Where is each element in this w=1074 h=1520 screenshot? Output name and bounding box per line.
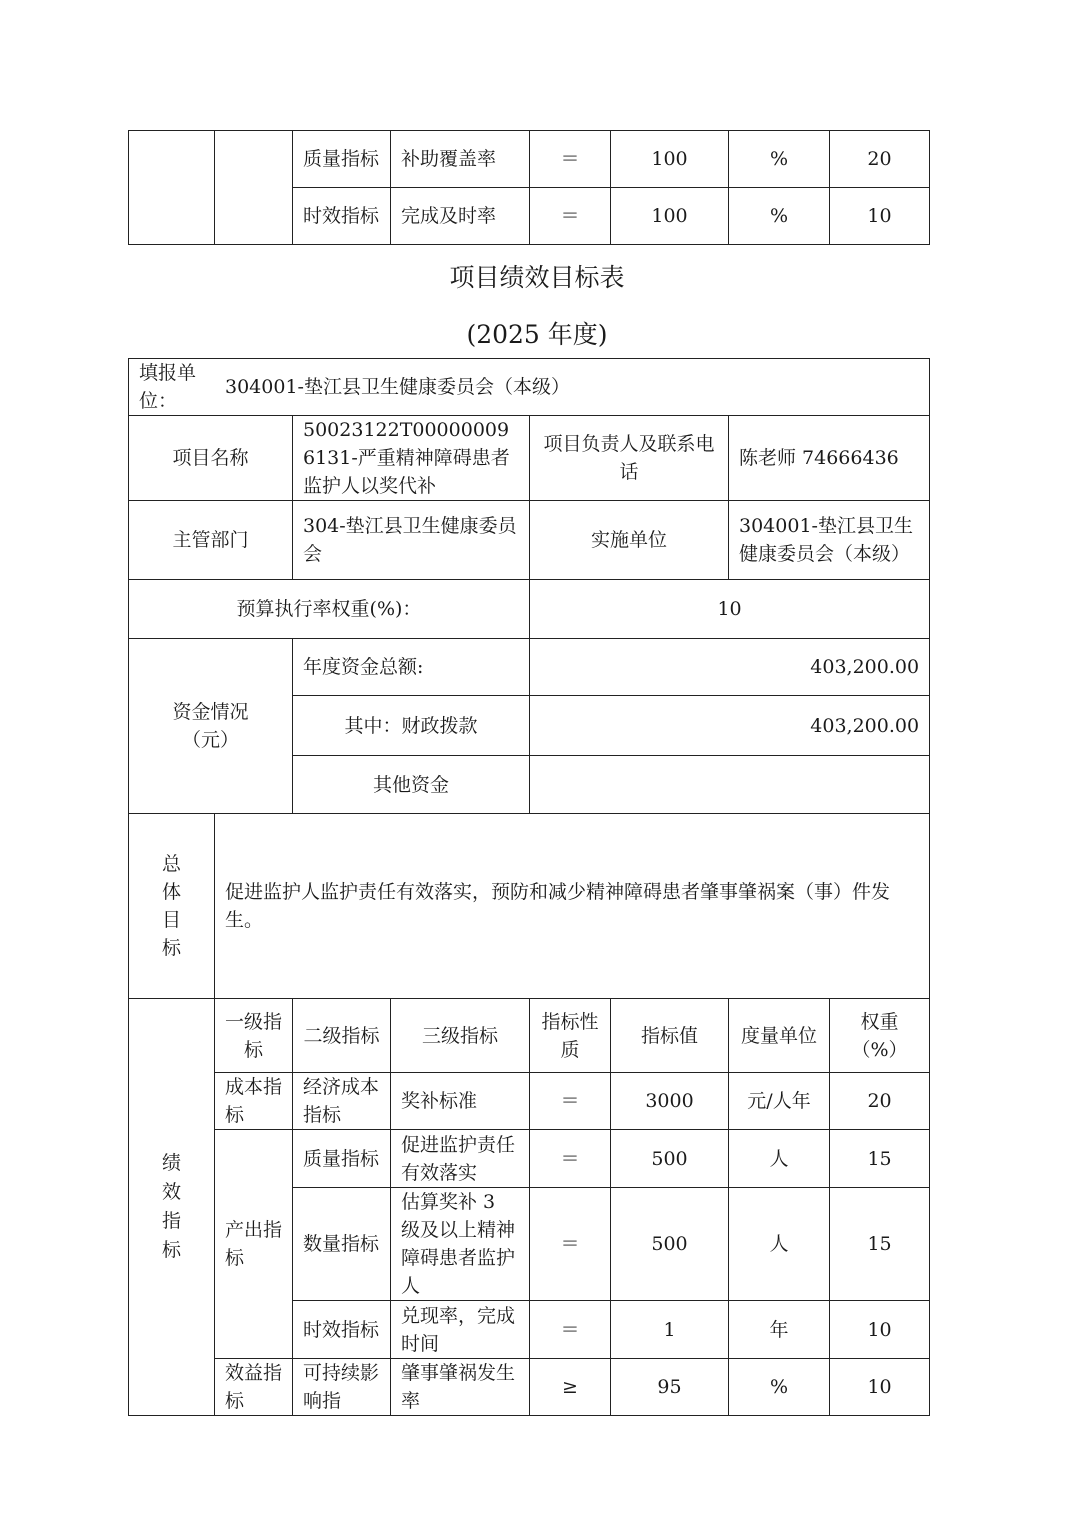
l3-cell: 奖补标准: [391, 1073, 530, 1130]
l1-cell: 效益指标: [215, 1359, 293, 1416]
dept-label: 主管部门: [129, 501, 293, 580]
fund-other-label: 其他资金: [293, 756, 530, 814]
fund-fiscal-value: 403,200.00: [530, 696, 930, 756]
header-nature: 指标性质: [530, 999, 611, 1073]
table-row: [129, 416, 930, 501]
table-row: [129, 131, 930, 188]
header-unit: 度量单位: [729, 999, 830, 1073]
header-l1: 一级指标: [215, 999, 293, 1073]
value-cell: 3000: [611, 1073, 729, 1130]
report-unit-value: 304001-垫江县卫生健康委员会（本级）: [225, 376, 570, 398]
weight-cell: 20: [830, 1073, 930, 1130]
table-row: [129, 501, 930, 580]
value-cell: 500: [611, 1130, 729, 1188]
weight-cell: 10: [830, 188, 930, 245]
overall-goal-label-text: 总体目标: [161, 853, 181, 959]
l2-cell: 经济成本指标: [293, 1073, 391, 1130]
fund-label: [129, 639, 293, 814]
l3-cell: 补助覆盖率: [391, 131, 530, 188]
empty-cell: [129, 131, 215, 245]
unit-cell: %: [729, 131, 830, 188]
table-row: [129, 1359, 930, 1416]
weight-cell: 15: [830, 1188, 930, 1301]
overall-goal-value: 促进监护人监护责任有效落实，预防和减少精神障碍患者肇事肇祸案（事）件发生。: [215, 814, 930, 999]
l1-cell: 产出指标: [215, 1130, 293, 1359]
l3-cell: 估算奖补 3 级及以上精神障碍患者监护人: [391, 1188, 530, 1301]
unit-cell: 元/人年: [729, 1073, 830, 1130]
fund-other-value: [530, 756, 930, 814]
overall-goal-label: [129, 814, 215, 999]
value-cell: 1: [611, 1301, 729, 1359]
nature-cell: ＝: [530, 1130, 611, 1188]
weight-cell: 10: [830, 1301, 930, 1359]
nature-cell: ＝: [530, 188, 611, 245]
value-cell: 500: [611, 1188, 729, 1301]
l2-cell: 质量指标: [293, 131, 391, 188]
l3-cell: 兑现率，完成时间: [391, 1301, 530, 1359]
unit-cell: 年: [729, 1301, 830, 1359]
table-row: [129, 814, 930, 999]
dept-value: 304-垫江县卫生健康委员会: [293, 501, 530, 580]
report-unit-cell: [129, 359, 930, 416]
nature-cell: ≥: [530, 1359, 611, 1416]
weight-cell: 15: [830, 1130, 930, 1188]
kpi-side-label: [129, 999, 215, 1416]
table-row: [129, 359, 930, 416]
weight-cell: 10: [830, 1359, 930, 1416]
l3-cell: 促进监护责任有效落实: [391, 1130, 530, 1188]
nature-cell: ＝: [530, 1301, 611, 1359]
report-unit-label: 填报单位：: [139, 362, 197, 412]
header-l3: 三级指标: [391, 999, 530, 1073]
header-weight: 权重（%）: [830, 999, 930, 1073]
table-row: [129, 580, 930, 639]
impl-unit-value: 304001-垫江县卫生健康委员会（本级）: [729, 501, 930, 580]
project-leader-label: 项目负责人及联系电话: [530, 416, 729, 501]
table-row: [129, 1130, 930, 1188]
page-subtitle: (2025 年度): [466, 320, 608, 349]
value-cell: 95: [611, 1359, 729, 1416]
header-l2: 二级指标: [293, 999, 391, 1073]
page-title: 项目绩效目标表: [449, 263, 625, 292]
fund-label-text: 资金情况（元）: [172, 701, 249, 751]
unit-cell: 人: [729, 1188, 830, 1301]
l2-cell: 可持续影响指: [293, 1359, 391, 1416]
budget-weight-label: 预算执行率权重(%)：: [129, 580, 530, 639]
table-row: [129, 639, 930, 696]
l2-cell: 时效指标: [293, 188, 391, 245]
continuation-table: [128, 130, 930, 245]
nature-cell: ＝: [530, 1188, 611, 1301]
unit-cell: %: [729, 1359, 830, 1416]
fund-fiscal-label: 其中：财政拨款: [293, 696, 530, 756]
weight-cell: 20: [830, 131, 930, 188]
budget-weight-value: 10: [530, 580, 930, 639]
unit-cell: 人: [729, 1130, 830, 1188]
kpi-header-row: [129, 999, 930, 1073]
fund-total-label: 年度资金总额:: [293, 639, 530, 696]
table-row: [129, 1073, 930, 1130]
project-name-label: 项目名称: [129, 416, 293, 501]
l2-cell: 数量指标: [293, 1188, 391, 1301]
l3-cell: 完成及时率: [391, 188, 530, 245]
l3-cell: 肇事肇祸发生率: [391, 1359, 530, 1416]
l1-cell: 成本指标: [215, 1073, 293, 1130]
nature-cell: ＝: [530, 1073, 611, 1130]
nature-cell: ＝: [530, 131, 611, 188]
project-name-value: 50023122T000000096131-严重精神障碍患者监护人以奖代补: [293, 416, 530, 501]
value-cell: 100: [611, 188, 729, 245]
l2-cell: 质量指标: [293, 1130, 391, 1188]
header-value: 指标值: [611, 999, 729, 1073]
fund-total-value: 403,200.00: [530, 639, 930, 696]
unit-cell: %: [729, 188, 830, 245]
value-cell: 100: [611, 131, 729, 188]
kpi-side-label-text: 绩效指标: [161, 1152, 181, 1261]
performance-table: [128, 358, 930, 1416]
empty-cell: [215, 131, 293, 245]
impl-unit-label: 实施单位: [530, 501, 729, 580]
l2-cell: 时效指标: [293, 1301, 391, 1359]
project-leader-value: 陈老师 74666436: [729, 416, 930, 501]
